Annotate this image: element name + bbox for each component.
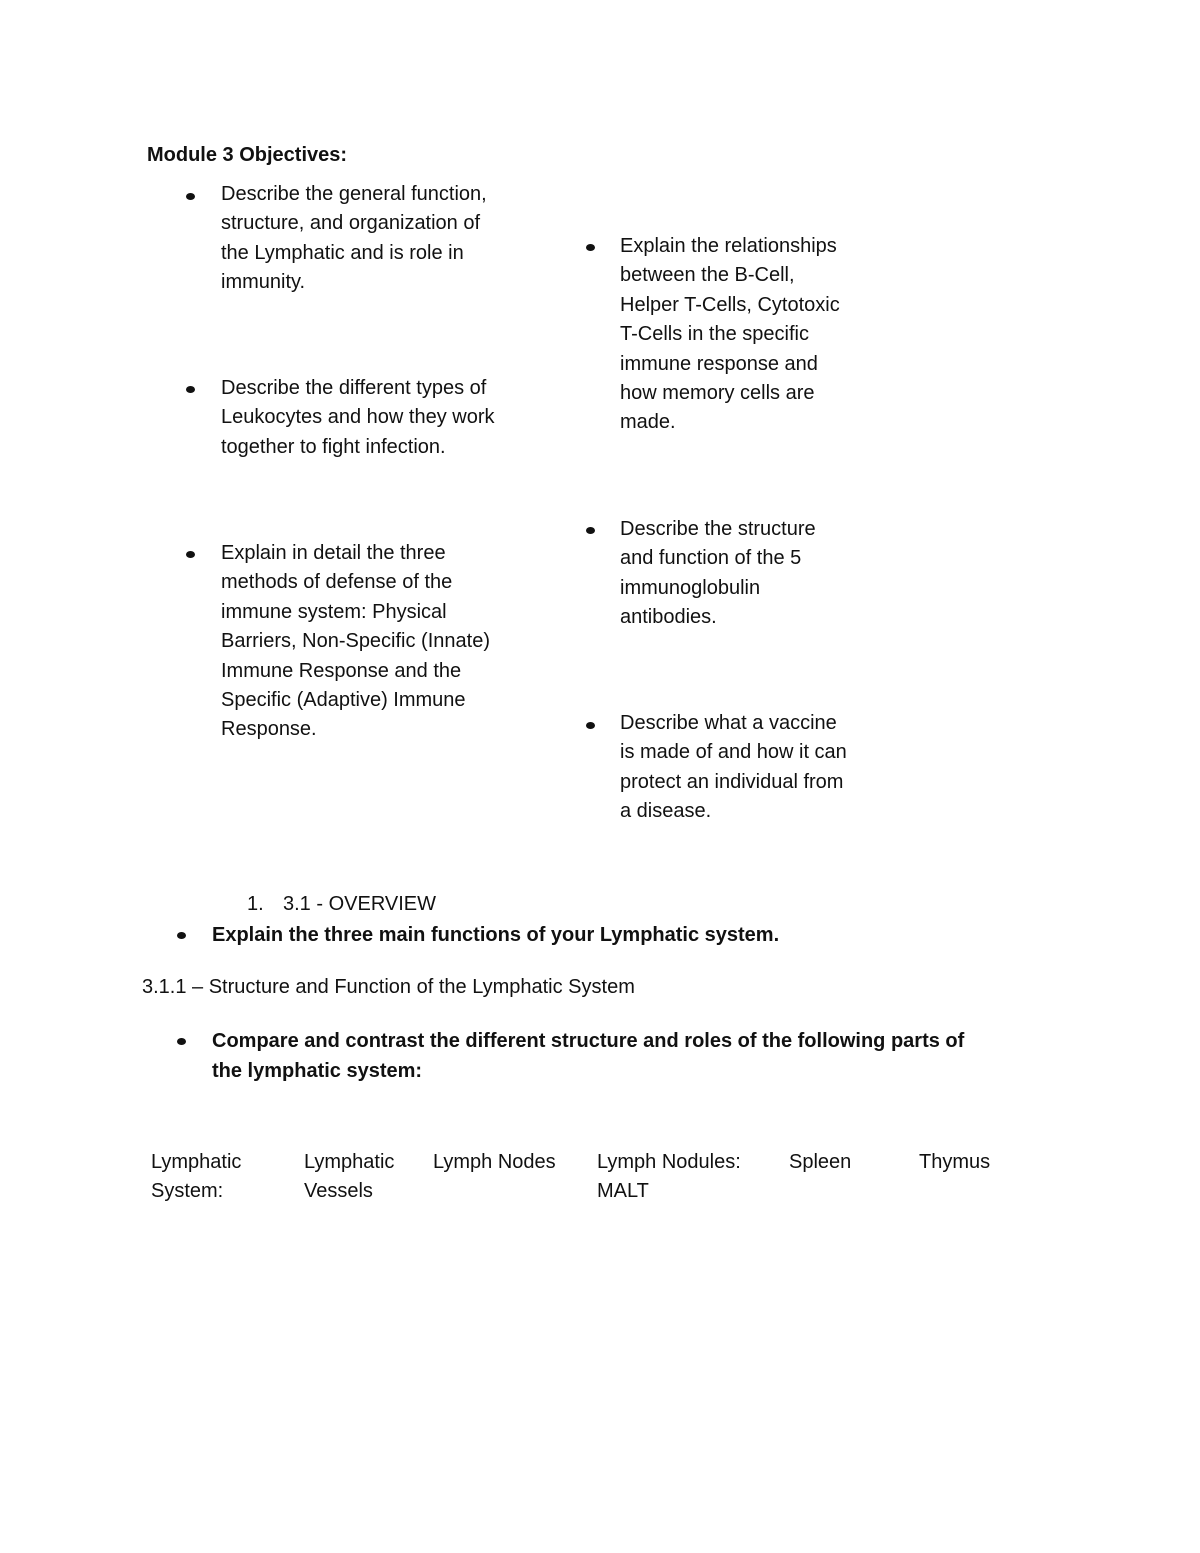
objective-item: Describe the general function, structure, and organization of the Lymphatic and is role in immunity. (221, 183, 487, 294)
objective-item: Describe the structure and function of the 5 immunoglobulin antibodies. (620, 518, 816, 629)
bullet-icon (586, 244, 595, 251)
overview-task: Explain the three main functions of your Lymphatic system. (212, 924, 780, 946)
bullet-icon (186, 193, 195, 200)
overview-heading: 3.1 - OVERVIEW (283, 893, 437, 915)
objective-item: Describe what a vaccine is made of and how it can protect an individual from a disease. (620, 712, 847, 823)
bullet-icon (186, 551, 195, 558)
objective-item: Explain the relationships between the B-Cell, Helper T-Cells, Cytotoxic T-Cells in the specific immune response and how memory cells are made. (620, 235, 840, 434)
table-header-cell: Spleen (789, 1151, 852, 1173)
bullet-icon (177, 1038, 186, 1045)
table-header-cell: Thymus (919, 1151, 991, 1173)
objective-item: Describe the different types of Leukocytes and how they work together to fight infection. (221, 377, 495, 458)
table-header-cell: Lymph Nodes (433, 1151, 556, 1173)
bullet-icon (186, 386, 195, 393)
table-header-cell: Lymphatic Vessels (304, 1151, 395, 1203)
bullet-icon (586, 722, 595, 729)
page-title: Module 3 Objectives: (147, 144, 348, 166)
bullet-icon (586, 527, 595, 534)
bullet-icon (177, 932, 186, 939)
table-header-cell: Lymph Nodules: MALT (597, 1151, 741, 1203)
overview-number: 1. (247, 893, 264, 915)
section-task: Compare and contrast the different structure and roles of the following parts of the lymphatic system: (212, 1030, 965, 1082)
section-heading: 3.1.1 – Structure and Function of the Lymphatic System (142, 976, 635, 998)
objective-item: Explain in detail the three methods of defense of the immune system: Physical Barriers, Non-Specific (Innate) Immune Response and the Specific (Adaptive) Immune Response. (221, 542, 490, 741)
table-header-cell: Lymphatic System: (151, 1151, 242, 1203)
